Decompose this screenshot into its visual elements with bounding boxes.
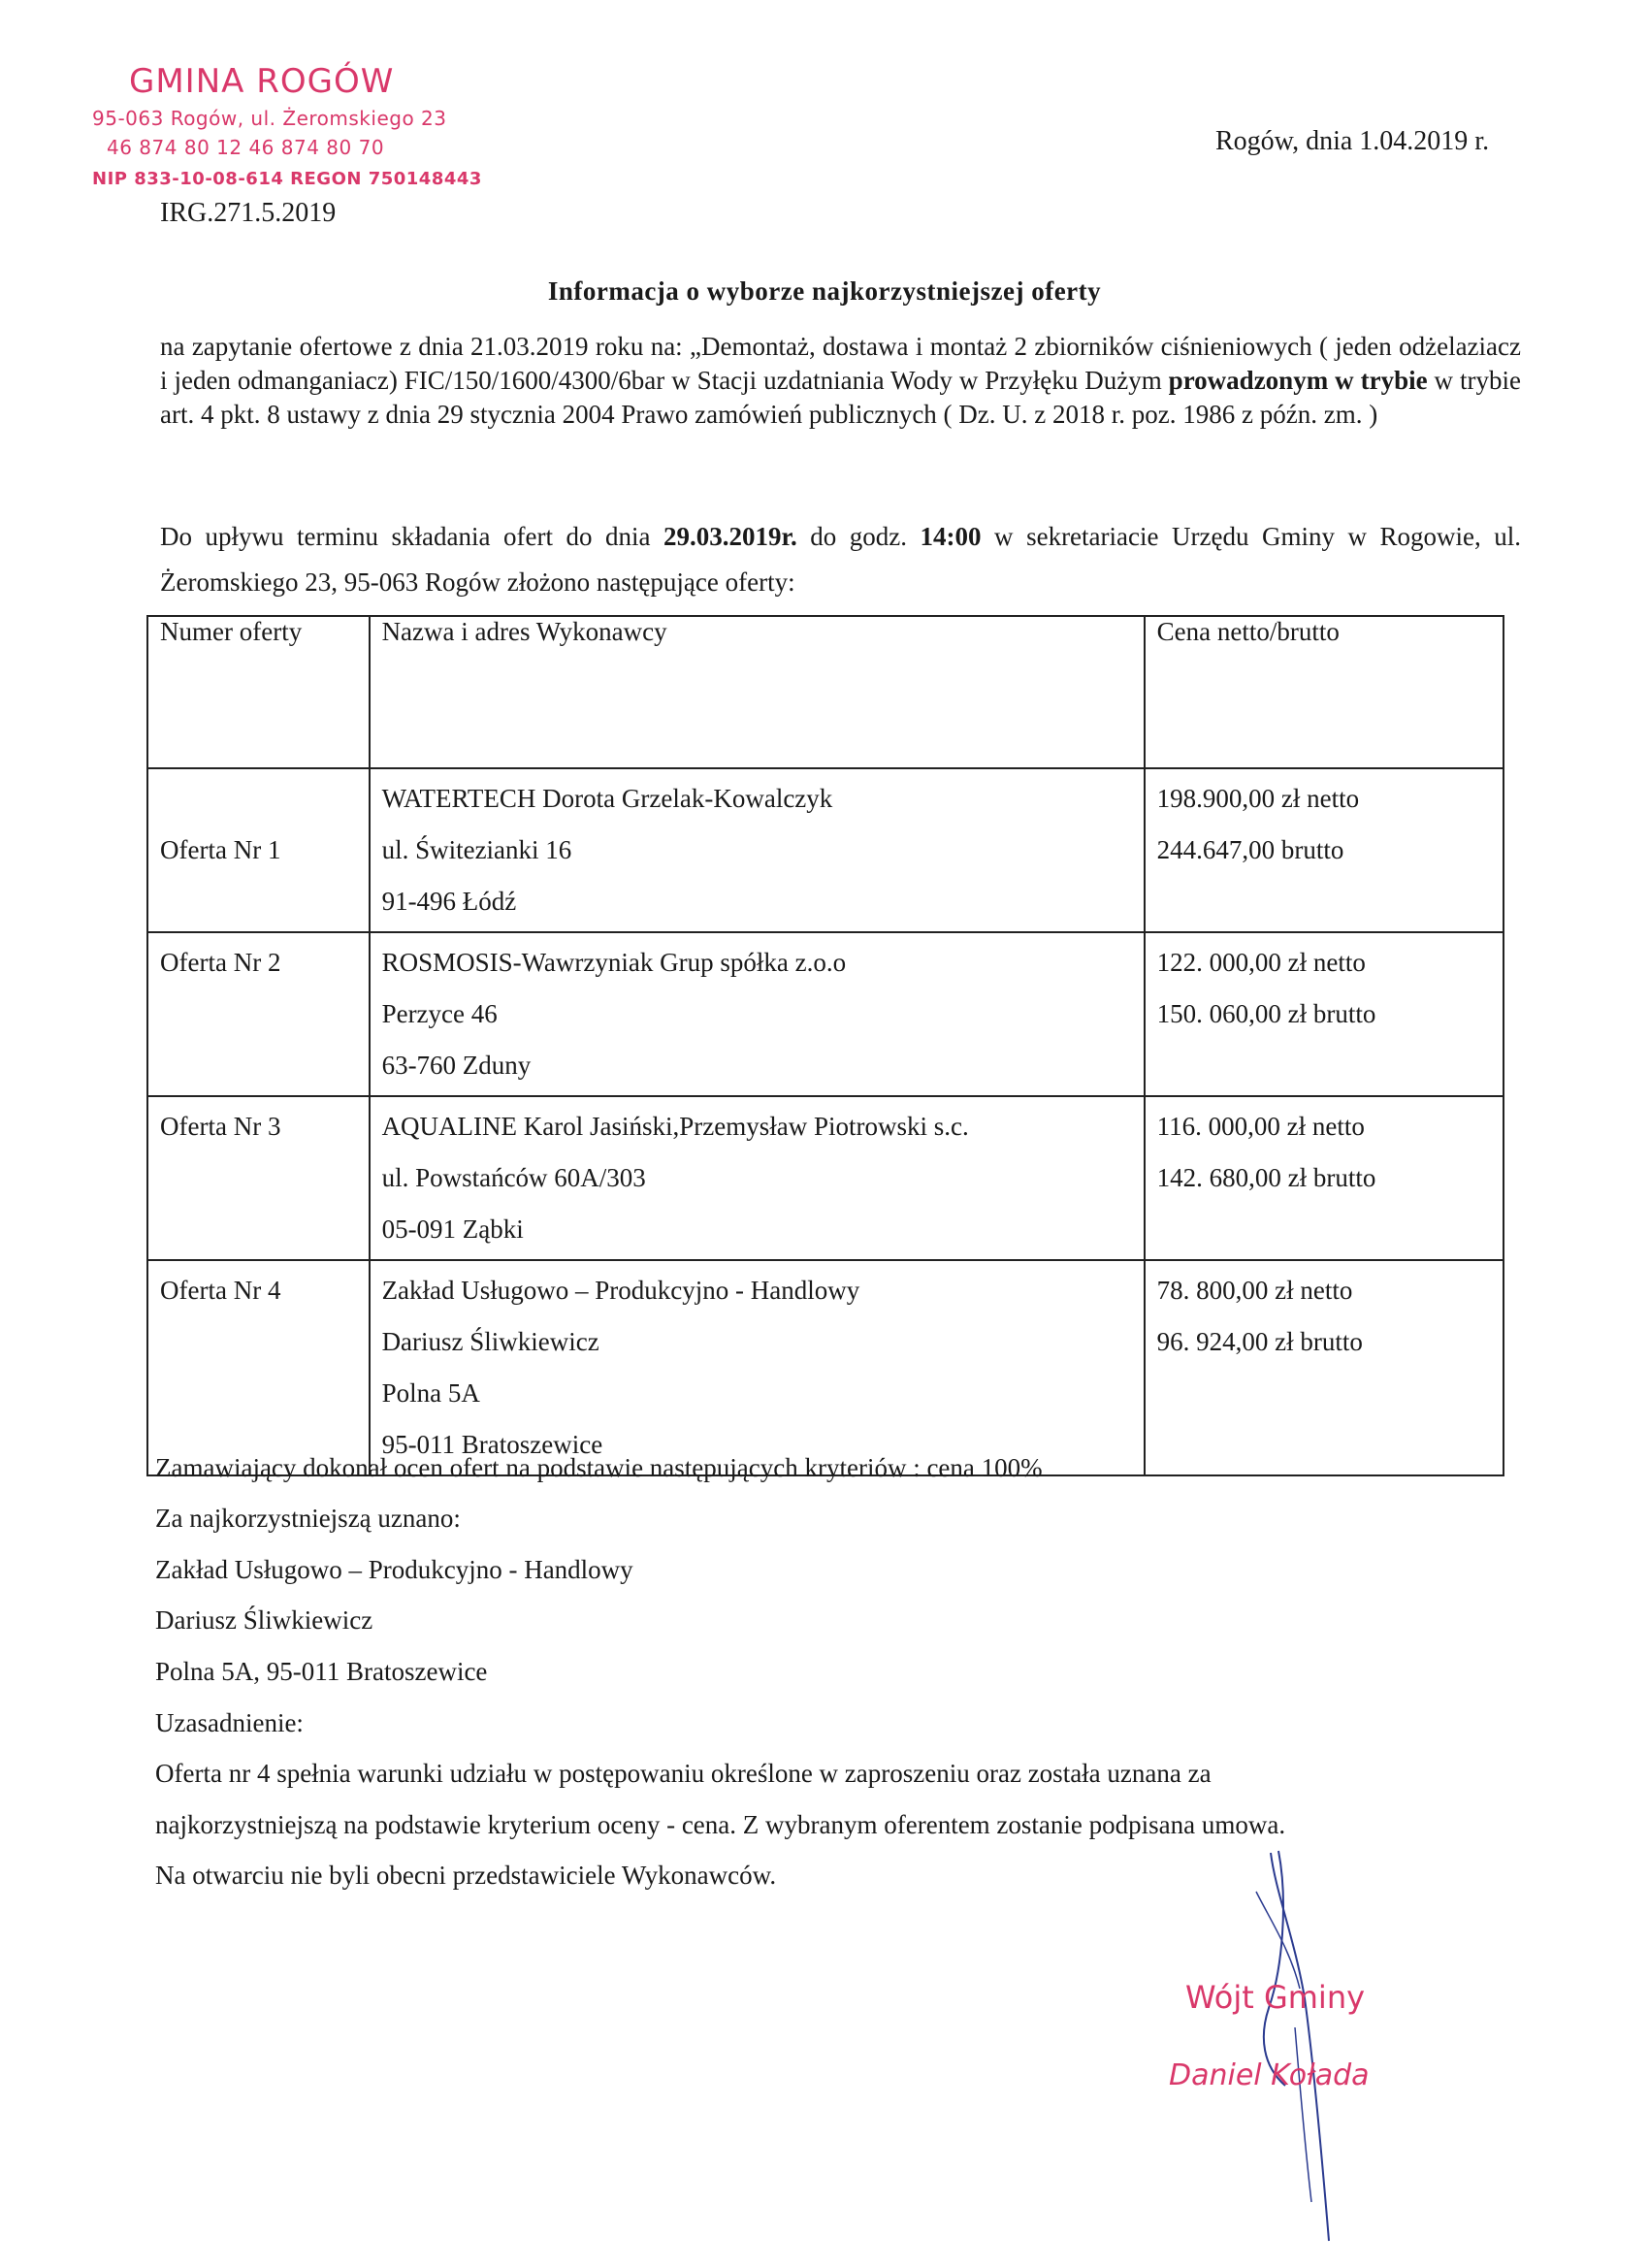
document-title: Informacja o wyborze najkorzystniejszej oferty <box>547 276 1102 306</box>
contractor-line: 05-091 Ząbki <box>381 1215 524 1244</box>
reference-number: IRG.271.5.2019 <box>160 198 337 228</box>
contractor-cell <box>370 1096 1145 1260</box>
winner-name: Zakład Usługowo – Produkcyjno - Handlowy <box>155 1555 633 1584</box>
stamp-municipality-name: GMINA ROGÓW <box>129 62 395 101</box>
price-gross: 150. 060,00 zł brutto <box>1156 999 1376 1028</box>
deadline-text-3: w sekretariacie Urzędu Gminy w Rogowie, ul. Żeromskiego 23, 95-063 Rogów złożono następujące oferty: <box>160 522 1521 597</box>
deadline-paragraph <box>160 514 1521 605</box>
contractor-line: Dariusz Śliwkiewicz <box>381 1327 599 1356</box>
contractor-line: WATERTECH Dorota Grzelak-Kowalczyk <box>381 784 833 813</box>
criteria-text: Zamawiający dokonał ocen ofert na podstawie następujących kryteriów : cena 100% <box>155 1453 1043 1482</box>
price-net: 198.900,00 zł netto <box>1156 784 1360 813</box>
contractor-line: Zakład Usługowo – Produkcyjno - Handlowy <box>381 1276 860 1305</box>
justification-line-1: Oferta nr 4 spełnia warunki udziału w postępowaniu określone w zaproszeniu oraz została uznana za <box>155 1759 1212 1788</box>
stamp-address: 95-063 Rogów, ul. Żeromskiego 23 <box>92 107 447 130</box>
table-row <box>147 1260 1504 1475</box>
contractor-line: 63-760 Zduny <box>381 1051 532 1080</box>
contractor-cell <box>370 768 1145 932</box>
header-contractor: Nazwa i adres Wykonawcy <box>370 616 1145 768</box>
justification-line-2: najkorzystniejszą na podstawie kryterium oceny - cena. Z wybranym oferentem zostanie podpisana umowa. <box>155 1810 1286 1839</box>
contractor-line: 91-496 Łódź <box>381 887 517 916</box>
stamp-nip-regon: NIP 833-10-08-614 REGON 750148443 <box>92 169 482 189</box>
deadline-time: 14:00 <box>920 522 982 551</box>
contractor-line: ROSMOSIS-Wawrzyniak Grup spółka z.o.o <box>381 948 847 977</box>
intro-text-bold: prowadzonym w trybie <box>1168 366 1428 395</box>
table-row <box>147 768 1504 932</box>
price-net: 116. 000,00 zł netto <box>1156 1112 1365 1141</box>
document-date: Rogów, dnia 1.04.2019 r. <box>1215 126 1490 156</box>
price-gross: 142. 680,00 zł brutto <box>1156 1163 1376 1192</box>
winner-address: Polna 5A, 95-011 Bratoszewice <box>155 1657 488 1686</box>
intro-text-start: na zapytanie ofertowe z dnia 21.03.2019 roku na: „Demontaż, dostawa i montaż 2 zbiorników ciśnieniowych ( jeden odżelaziacz i jeden odmanganiacz) FIC/150/1600/4300/6bar w Stacji uzdatniania Wody w Przyłęku Dużym <box>160 332 1521 395</box>
signature-title: Wójt Gminy <box>1185 1979 1366 2016</box>
table-header-row <box>147 616 1504 768</box>
contractor-cell <box>370 932 1145 1096</box>
winner-label: Za najkorzystniejszą uznano: <box>155 1504 461 1533</box>
closing-note: Na otwarciu nie byli obecni przedstawiciele Wykonawców. <box>155 1861 777 1890</box>
stamp-phones: 46 874 80 12 46 874 80 70 <box>107 136 385 159</box>
deadline-text-2: do godz. <box>796 522 921 551</box>
intro-text-end: w trybie art. 4 pkt. 8 ustawy z dnia 29 stycznia 2004 Prawo zamówień publicznych ( Dz. U. z 2018 r. poz. 1986 z późn. zm. ) <box>160 366 1521 429</box>
handwritten-signature <box>1203 1833 1397 2260</box>
price-net: 78. 800,00 zł netto <box>1156 1276 1353 1305</box>
offer-number-cell: Oferta Nr 2 <box>147 932 370 1096</box>
contractor-line: ul. Świtezianki 16 <box>381 835 572 864</box>
contractor-line: AQUALINE Karol Jasiński,Przemysław Piotrowski s.c. <box>381 1112 969 1141</box>
price-gross: 244.647,00 brutto <box>1156 835 1344 864</box>
price-cell <box>1145 1260 1504 1475</box>
header-price: Cena netto/brutto <box>1145 616 1504 768</box>
offer-number-cell: Oferta Nr 4 <box>147 1260 370 1475</box>
price-cell <box>1145 768 1504 932</box>
contractor-line: Perzyce 46 <box>381 999 498 1028</box>
signature-name: Daniel Kołada <box>1169 2058 1370 2092</box>
contractor-cell <box>370 1260 1145 1475</box>
contractor-line: ul. Powstańców 60A/303 <box>381 1163 646 1192</box>
price-cell <box>1145 932 1504 1096</box>
offer-number-cell: Oferta Nr 3 <box>147 1096 370 1260</box>
contractor-line: Polna 5A <box>381 1378 480 1408</box>
header-offer-number: Numer oferty <box>147 616 370 768</box>
table-row <box>147 1096 1504 1260</box>
price-net: 122. 000,00 zł netto <box>1156 948 1366 977</box>
price-cell <box>1145 1096 1504 1260</box>
contractor-line: 95-011 Bratoszewice <box>381 1430 603 1459</box>
offer-number-cell: Oferta Nr 1 <box>147 768 370 932</box>
price-gross: 96. 924,00 zł brutto <box>1156 1327 1363 1356</box>
offers-table <box>146 615 1504 1476</box>
justification-label: Uzasadnienie: <box>155 1708 304 1737</box>
deadline-text-1: Do upływu terminu składania ofert do dnia <box>160 522 663 551</box>
winner-person: Dariusz Śliwkiewicz <box>155 1605 373 1635</box>
deadline-date: 29.03.2019r. <box>663 522 797 551</box>
intro-paragraph <box>160 330 1521 432</box>
table-row <box>147 932 1504 1096</box>
